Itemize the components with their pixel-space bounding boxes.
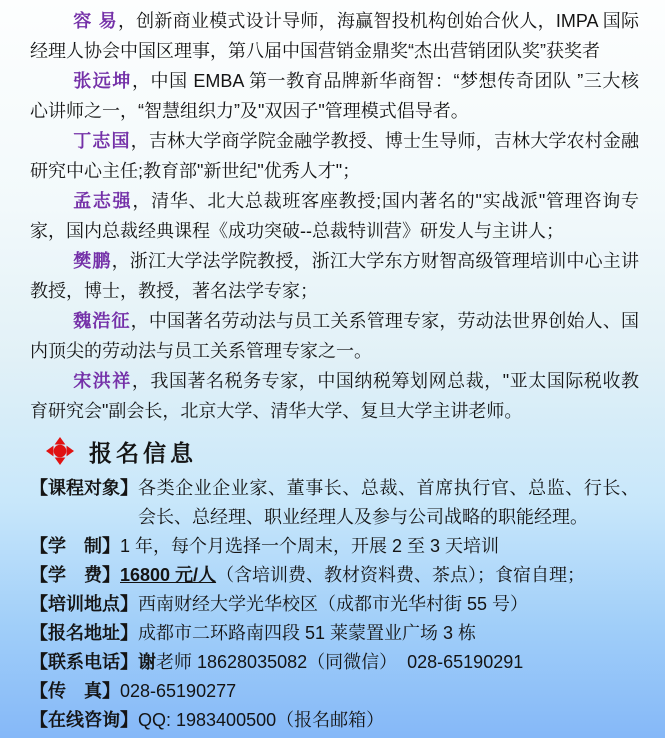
info-label: 【培训地点】 — [30, 594, 138, 614]
instructor-bio: ，吉林大学商学院金融学教授、博士生导师，吉林大学农村金融研究中心主任;教育部"新世纪"优秀人才"； — [30, 131, 640, 181]
instructor-paragraph — [30, 66, 639, 126]
instructor-bio: ，我国著名税务专家，中国纳税筹划网总裁，"亚太国际税收教育研究会"副会长，北京大学、清华大学、复旦大学主讲老师。 — [30, 371, 640, 421]
section-heading — [46, 434, 639, 468]
instructor-bio: ，中国著名劳动法与员工关系管理专家，劳动法世界创始人、国内顶尖的劳动法与员工关系管理专家之一。 — [30, 311, 640, 361]
info-text: 老师 18628035082（同微信） 028-65190291 — [156, 652, 524, 672]
info-label: 【报名地址】 — [30, 623, 138, 643]
instructor-name: 宋洪祥 — [73, 371, 132, 391]
info-value — [120, 677, 236, 706]
info-value — [138, 648, 523, 677]
info-value — [138, 706, 384, 735]
enrollment-info-list — [30, 474, 639, 735]
instructor-paragraph — [30, 306, 639, 366]
instructor-name: 魏浩征 — [73, 311, 131, 331]
info-text: （含培训费、教材资料费、茶点）；食宿自理； — [216, 565, 586, 585]
info-label: 【传 真】 — [30, 681, 120, 701]
instructor-name: 容 易 — [73, 11, 118, 31]
info-strong-text: 谢 — [138, 652, 156, 672]
enrollment-info-row — [30, 619, 639, 648]
info-text: 各类企业企业家、董事长、总裁、首席执行官、总监、行长、会长、总经理、职业经理人及参与公司战略的职能经理。 — [138, 478, 639, 527]
enrollment-info-row — [30, 474, 639, 532]
info-label: 【在线咨询】 — [30, 710, 138, 730]
enrollment-info-row — [30, 648, 639, 677]
enrollment-info-row — [30, 532, 639, 561]
info-value — [120, 532, 499, 561]
enrollment-info-row — [30, 677, 639, 706]
info-label: 【联系电话】 — [30, 652, 138, 672]
instructor-bio: ，清华、北大总裁班客座教授;国内著名的"实战派"管理咨询专家，国内总裁经典课程《成功突破--总裁特训营》研发人与主讲人； — [30, 191, 640, 241]
instructor-paragraph — [30, 6, 639, 66]
instructor-paragraph — [30, 186, 639, 246]
info-label: 【学 费】 — [30, 565, 120, 585]
four-point-arrow-icon — [46, 437, 74, 465]
info-value — [138, 590, 528, 619]
instructor-bio: ，中国 EMBA 第一教育品牌新华商智：“梦想传奇团队 ”三大核心讲师之一，“智慧组织力”及"双因子"管理模式倡导者。 — [30, 71, 639, 121]
info-value — [138, 619, 476, 648]
enrollment-info-row — [30, 590, 639, 619]
instructor-name: 丁志国 — [73, 131, 131, 151]
instructor-name: 孟志强 — [73, 191, 133, 211]
info-value — [138, 474, 639, 532]
instructor-paragraph — [30, 366, 639, 426]
info-text: 西南财经大学光华校区（成都市光华村街 55 号） — [138, 594, 529, 614]
instructor-list — [30, 6, 639, 426]
info-label: 【课程对象】 — [30, 478, 138, 498]
instructor-name: 樊鹏 — [73, 251, 112, 271]
enrollment-info-row — [30, 706, 639, 735]
instructor-paragraph — [30, 246, 639, 306]
info-value — [120, 561, 585, 590]
info-text: QQ: 1983400500（报名邮箱） — [138, 710, 385, 730]
instructor-paragraph — [30, 126, 639, 186]
instructor-bio: ，创新商业模式设计导师，海赢智投机构创始合伙人，IMPA 国际经理人协会中国区理事，第八届中国营销金鼎奖“杰出营销团队奖”获奖者 — [30, 11, 639, 61]
info-strong-text: 16800 元/人 — [120, 565, 217, 585]
info-label: 【学 制】 — [30, 536, 120, 556]
section-title: 报名信息 — [89, 439, 197, 466]
enrollment-info-row — [30, 561, 639, 590]
info-text: 028-65190277 — [120, 681, 237, 701]
info-text: 成都市二环路南四段 51 莱蒙置业广场 3 栋 — [138, 623, 477, 643]
instructor-name: 张远坤 — [73, 71, 132, 91]
instructor-bio: ，浙江大学法学院教授，浙江大学东方财智高级管理培训中心主讲教授，博士，教授，著名法学专家； — [30, 251, 640, 301]
info-text: 1 年，每个月选择一个周末，开展 2 至 3 天培训 — [120, 536, 500, 556]
